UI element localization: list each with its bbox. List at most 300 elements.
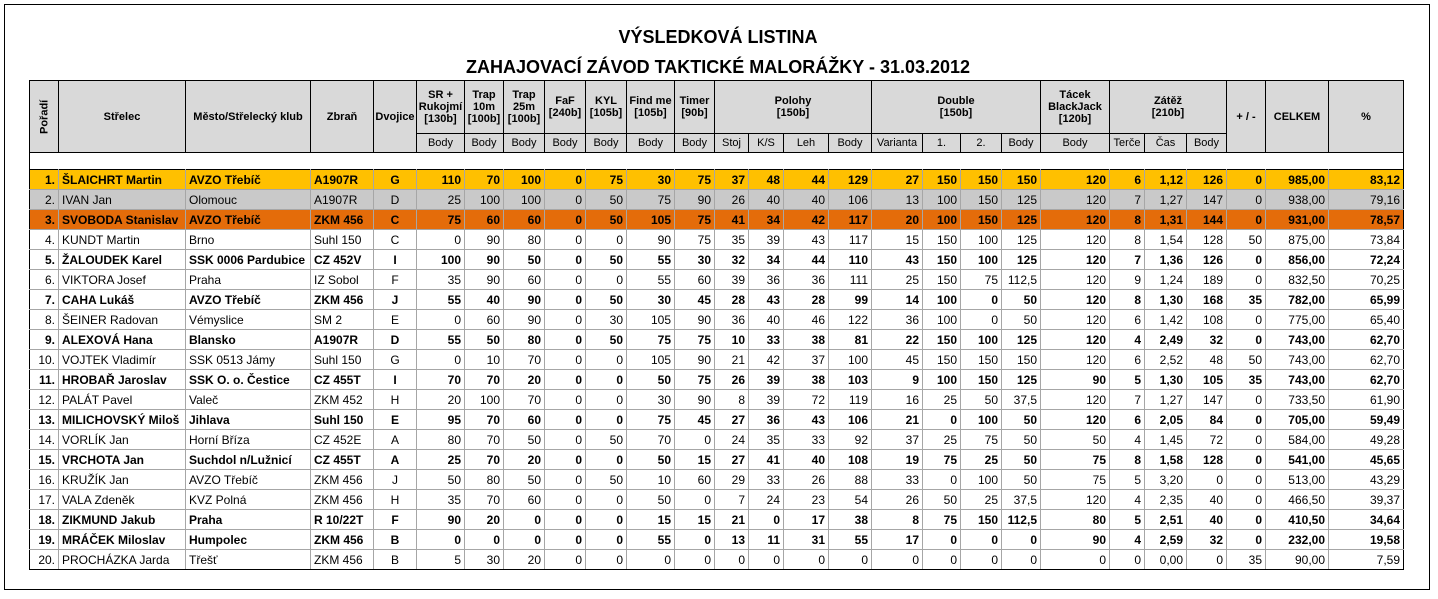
cell-d2: 100 bbox=[961, 470, 1002, 490]
sheet-title: VÝSLEDKOVÁ LISTINA bbox=[618, 27, 818, 47]
cell-name: VRCHOTA Jan bbox=[59, 450, 186, 470]
cell-double: 50 bbox=[1002, 290, 1041, 310]
cell-timer: 45 bbox=[675, 410, 715, 430]
cell-trap25: 90 bbox=[504, 310, 545, 330]
cell-timer: 75 bbox=[675, 330, 715, 350]
cell-cas: 2,52 bbox=[1145, 350, 1187, 370]
cell-trap10: 100 bbox=[465, 190, 504, 210]
cell-timer: 75 bbox=[675, 170, 715, 190]
cell-tacek: 120 bbox=[1041, 250, 1110, 270]
cell-total: 985,00 bbox=[1266, 170, 1329, 190]
cell-total: 90,00 bbox=[1266, 550, 1329, 570]
header-tacek-line3: [120b] bbox=[1058, 113, 1092, 125]
cell-rank: 4. bbox=[30, 230, 59, 250]
cell-total: 938,00 bbox=[1266, 190, 1329, 210]
cell-pair: E bbox=[374, 310, 417, 330]
sub-trap10-body: Body bbox=[465, 134, 504, 153]
cell-d1: 150 bbox=[923, 250, 961, 270]
cell-varianta: 22 bbox=[872, 330, 923, 350]
cell-pair: D bbox=[374, 190, 417, 210]
cell-trap25: 60 bbox=[504, 490, 545, 510]
cell-findme: 55 bbox=[627, 530, 675, 550]
cell-stoj: 35 bbox=[715, 230, 749, 250]
cell-leh: 36 bbox=[784, 270, 829, 290]
cell-varianta: 13 bbox=[872, 190, 923, 210]
cell-kyl: 30 bbox=[586, 310, 627, 330]
header-double-line2: [150b] bbox=[939, 107, 973, 119]
cell-zatez: 32 bbox=[1187, 530, 1227, 550]
cell-polohy: 99 bbox=[829, 290, 872, 310]
cell-name: MRÁČEK Miloslav bbox=[59, 530, 186, 550]
cell-pct: 45,65 bbox=[1329, 450, 1404, 470]
cell-ks: 35 bbox=[749, 430, 784, 450]
cell-kyl: 50 bbox=[586, 290, 627, 310]
cell-trap25: 60 bbox=[504, 270, 545, 290]
cell-name: VORLÍK Jan bbox=[59, 430, 186, 450]
cell-d1: 150 bbox=[923, 330, 961, 350]
header-trap25 bbox=[504, 81, 545, 134]
cell-sr: 70 bbox=[417, 370, 465, 390]
cell-double: 0 bbox=[1002, 530, 1041, 550]
cell-club: SSK 0513 Jámy bbox=[186, 350, 311, 370]
cell-findme: 50 bbox=[627, 450, 675, 470]
cell-total: 232,00 bbox=[1266, 530, 1329, 550]
table-row bbox=[30, 330, 1404, 350]
cell-rank: 12. bbox=[30, 390, 59, 410]
cell-trap10: 70 bbox=[465, 490, 504, 510]
cell-varianta: 33 bbox=[872, 470, 923, 490]
cell-faf: 0 bbox=[545, 530, 586, 550]
cell-club: SSK 0006 Pardubice bbox=[186, 250, 311, 270]
cell-pct: 83,12 bbox=[1329, 170, 1404, 190]
cell-double: 125 bbox=[1002, 330, 1041, 350]
cell-trap10: 70 bbox=[465, 450, 504, 470]
cell-tacek: 120 bbox=[1041, 390, 1110, 410]
sub-double-1: 1. bbox=[923, 134, 961, 153]
cell-sr: 110 bbox=[417, 170, 465, 190]
cell-trap10: 90 bbox=[465, 250, 504, 270]
cell-polohy: 81 bbox=[829, 330, 872, 350]
cell-name: PROCHÁZKA Jarda bbox=[59, 550, 186, 570]
cell-leh: 31 bbox=[784, 530, 829, 550]
cell-double: 50 bbox=[1002, 410, 1041, 430]
cell-rank: 3. bbox=[30, 210, 59, 230]
header-trap10-line3: [100b] bbox=[467, 113, 501, 125]
cell-weapon: CZ 452E bbox=[311, 430, 374, 450]
cell-pm: 0 bbox=[1227, 270, 1266, 290]
header-sr-line1: SR + bbox=[428, 89, 453, 101]
cell-zatez: 40 bbox=[1187, 490, 1227, 510]
cell-d2: 75 bbox=[961, 430, 1002, 450]
cell-trap25: 0 bbox=[504, 510, 545, 530]
cell-club: AVZO Třebíč bbox=[186, 470, 311, 490]
cell-d2: 150 bbox=[961, 210, 1002, 230]
cell-leh: 40 bbox=[784, 450, 829, 470]
cell-pair: C bbox=[374, 230, 417, 250]
cell-rank: 8. bbox=[30, 310, 59, 330]
sub-zatez-body: Body bbox=[1187, 134, 1227, 153]
cell-trap10: 50 bbox=[465, 330, 504, 350]
cell-trap25: 100 bbox=[504, 190, 545, 210]
cell-d2: 25 bbox=[961, 450, 1002, 470]
cell-timer: 90 bbox=[675, 310, 715, 330]
cell-pm: 0 bbox=[1227, 330, 1266, 350]
cell-name: KUNDT Martin bbox=[59, 230, 186, 250]
cell-polohy: 103 bbox=[829, 370, 872, 390]
cell-d1: 100 bbox=[923, 310, 961, 330]
cell-faf: 0 bbox=[545, 410, 586, 430]
table-row bbox=[30, 210, 1404, 230]
cell-zatez: 108 bbox=[1187, 310, 1227, 330]
cell-total: 733,50 bbox=[1266, 390, 1329, 410]
cell-rank: 11. bbox=[30, 370, 59, 390]
cell-leh: 43 bbox=[784, 410, 829, 430]
table-row bbox=[30, 550, 1404, 570]
cell-leh: 33 bbox=[784, 430, 829, 450]
header-faf bbox=[545, 81, 586, 134]
cell-stoj: 26 bbox=[715, 190, 749, 210]
cell-pct: 62,70 bbox=[1329, 330, 1404, 350]
cell-stoj: 28 bbox=[715, 290, 749, 310]
sub-kyl-body: Body bbox=[586, 134, 627, 153]
cell-varianta: 8 bbox=[872, 510, 923, 530]
cell-sr: 0 bbox=[417, 230, 465, 250]
cell-d1: 50 bbox=[923, 490, 961, 510]
cell-timer: 45 bbox=[675, 290, 715, 310]
cell-polohy: 111 bbox=[829, 270, 872, 290]
cell-d2: 100 bbox=[961, 230, 1002, 250]
cell-sr: 55 bbox=[417, 330, 465, 350]
cell-pair: E bbox=[374, 410, 417, 430]
cell-terce: 8 bbox=[1110, 290, 1145, 310]
cell-d1: 0 bbox=[923, 410, 961, 430]
cell-total: 705,00 bbox=[1266, 410, 1329, 430]
cell-weapon: Suhl 150 bbox=[311, 410, 374, 430]
cell-polohy: 122 bbox=[829, 310, 872, 330]
cell-stoj: 8 bbox=[715, 390, 749, 410]
cell-d1: 100 bbox=[923, 210, 961, 230]
cell-timer: 75 bbox=[675, 210, 715, 230]
cell-trap10: 90 bbox=[465, 230, 504, 250]
cell-tacek: 75 bbox=[1041, 470, 1110, 490]
cell-terce: 7 bbox=[1110, 250, 1145, 270]
cell-d2: 150 bbox=[961, 350, 1002, 370]
cell-trap25: 20 bbox=[504, 450, 545, 470]
cell-kyl: 0 bbox=[586, 350, 627, 370]
cell-d1: 150 bbox=[923, 270, 961, 290]
sub-cas: Čas bbox=[1145, 134, 1187, 153]
table-row bbox=[30, 230, 1404, 250]
sub-leh: Leh bbox=[784, 134, 829, 153]
cell-sr: 35 bbox=[417, 270, 465, 290]
cell-weapon: ZKM 456 bbox=[311, 530, 374, 550]
cell-pair: D bbox=[374, 330, 417, 350]
cell-faf: 0 bbox=[545, 330, 586, 350]
cell-pct: 78,57 bbox=[1329, 210, 1404, 230]
cell-sr: 55 bbox=[417, 290, 465, 310]
cell-d2: 150 bbox=[961, 510, 1002, 530]
cell-terce: 7 bbox=[1110, 390, 1145, 410]
cell-d2: 75 bbox=[961, 270, 1002, 290]
cell-tacek: 120 bbox=[1041, 330, 1110, 350]
cell-d2: 0 bbox=[961, 550, 1002, 570]
cell-weapon: CZ 452V bbox=[311, 250, 374, 270]
cell-faf: 0 bbox=[545, 350, 586, 370]
cell-faf: 0 bbox=[545, 450, 586, 470]
header-zatez-line2: [210b] bbox=[1151, 107, 1185, 119]
header-double bbox=[872, 81, 1041, 134]
cell-stoj: 29 bbox=[715, 470, 749, 490]
header-weapon: Zbraň bbox=[311, 81, 374, 153]
cell-name: ŽALOUDEK Karel bbox=[59, 250, 186, 270]
cell-club: Vémyslice bbox=[186, 310, 311, 330]
cell-varianta: 0 bbox=[872, 550, 923, 570]
cell-findme: 50 bbox=[627, 370, 675, 390]
cell-pm: 0 bbox=[1227, 470, 1266, 490]
sub-faf-body: Body bbox=[545, 134, 586, 153]
cell-findme: 15 bbox=[627, 510, 675, 530]
cell-leh: 23 bbox=[784, 490, 829, 510]
cell-tacek: 120 bbox=[1041, 230, 1110, 250]
cell-trap25: 100 bbox=[504, 170, 545, 190]
cell-pair: H bbox=[374, 490, 417, 510]
cell-sr: 100 bbox=[417, 250, 465, 270]
cell-faf: 0 bbox=[545, 430, 586, 450]
cell-d2: 100 bbox=[961, 250, 1002, 270]
table-row bbox=[30, 530, 1404, 550]
cell-rank: 6. bbox=[30, 270, 59, 290]
cell-sr: 0 bbox=[417, 530, 465, 550]
cell-name: KRUŽÍK Jan bbox=[59, 470, 186, 490]
cell-pm: 50 bbox=[1227, 350, 1266, 370]
cell-kyl: 0 bbox=[586, 550, 627, 570]
cell-d2: 0 bbox=[961, 310, 1002, 330]
cell-terce: 8 bbox=[1110, 230, 1145, 250]
cell-cas: 1,36 bbox=[1145, 250, 1187, 270]
cell-polohy: 119 bbox=[829, 390, 872, 410]
results-table bbox=[29, 80, 1404, 570]
cell-polohy: 54 bbox=[829, 490, 872, 510]
cell-trap10: 30 bbox=[465, 550, 504, 570]
cell-double: 125 bbox=[1002, 370, 1041, 390]
cell-d1: 0 bbox=[923, 470, 961, 490]
cell-cas: 2,51 bbox=[1145, 510, 1187, 530]
cell-zatez: 126 bbox=[1187, 170, 1227, 190]
cell-faf: 0 bbox=[545, 550, 586, 570]
cell-double: 150 bbox=[1002, 350, 1041, 370]
cell-trap25: 70 bbox=[504, 390, 545, 410]
cell-pct: 65,99 bbox=[1329, 290, 1404, 310]
cell-polohy: 129 bbox=[829, 170, 872, 190]
cell-findme: 55 bbox=[627, 250, 675, 270]
cell-stoj: 7 bbox=[715, 490, 749, 510]
cell-tacek: 120 bbox=[1041, 210, 1110, 230]
cell-tacek: 90 bbox=[1041, 370, 1110, 390]
cell-trap10: 0 bbox=[465, 530, 504, 550]
cell-kyl: 50 bbox=[586, 190, 627, 210]
sub-ks: K/S bbox=[749, 134, 784, 153]
cell-polohy: 100 bbox=[829, 350, 872, 370]
table-row bbox=[30, 510, 1404, 530]
cell-double: 50 bbox=[1002, 310, 1041, 330]
cell-d1: 150 bbox=[923, 350, 961, 370]
cell-pm: 0 bbox=[1227, 210, 1266, 230]
header-sr-line2: Rukojmí bbox=[418, 101, 463, 113]
header-total: CELKEM bbox=[1266, 81, 1329, 153]
header-faf-line1: FaF bbox=[555, 95, 575, 107]
cell-double: 112,5 bbox=[1002, 270, 1041, 290]
cell-zatez: 147 bbox=[1187, 190, 1227, 210]
cell-leh: 46 bbox=[784, 310, 829, 330]
cell-stoj: 41 bbox=[715, 210, 749, 230]
cell-weapon: Suhl 150 bbox=[311, 350, 374, 370]
cell-cas: 1,42 bbox=[1145, 310, 1187, 330]
table-row bbox=[30, 390, 1404, 410]
cell-club: Praha bbox=[186, 270, 311, 290]
cell-ks: 0 bbox=[749, 510, 784, 530]
cell-timer: 75 bbox=[675, 230, 715, 250]
cell-leh: 44 bbox=[784, 170, 829, 190]
cell-findme: 30 bbox=[627, 170, 675, 190]
header-trap10-line1: Trap bbox=[472, 89, 496, 101]
cell-trap25: 60 bbox=[504, 410, 545, 430]
cell-timer: 90 bbox=[675, 390, 715, 410]
cell-pct: 79,16 bbox=[1329, 190, 1404, 210]
cell-polohy: 110 bbox=[829, 250, 872, 270]
cell-ks: 33 bbox=[749, 330, 784, 350]
cell-double: 37,5 bbox=[1002, 490, 1041, 510]
cell-club: Valeč bbox=[186, 390, 311, 410]
cell-polohy: 108 bbox=[829, 450, 872, 470]
cell-tacek: 90 bbox=[1041, 530, 1110, 550]
cell-trap25: 90 bbox=[504, 290, 545, 310]
cell-polohy: 88 bbox=[829, 470, 872, 490]
cell-varianta: 17 bbox=[872, 530, 923, 550]
cell-trap25: 80 bbox=[504, 230, 545, 250]
cell-name: ŠLAICHRT Martin bbox=[59, 170, 186, 190]
cell-trap10: 20 bbox=[465, 510, 504, 530]
cell-faf: 0 bbox=[545, 270, 586, 290]
cell-rank: 18. bbox=[30, 510, 59, 530]
cell-zatez: 128 bbox=[1187, 230, 1227, 250]
cell-weapon: Suhl 150 bbox=[311, 230, 374, 250]
cell-double: 50 bbox=[1002, 450, 1041, 470]
cell-sr: 75 bbox=[417, 210, 465, 230]
cell-terce: 8 bbox=[1110, 210, 1145, 230]
cell-total: 410,50 bbox=[1266, 510, 1329, 530]
cell-cas: 1,27 bbox=[1145, 390, 1187, 410]
cell-ks: 33 bbox=[749, 470, 784, 490]
cell-club: AVZO Třebíč bbox=[186, 210, 311, 230]
cell-terce: 8 bbox=[1110, 450, 1145, 470]
cell-double: 150 bbox=[1002, 170, 1041, 190]
cell-terce: 6 bbox=[1110, 350, 1145, 370]
cell-terce: 4 bbox=[1110, 530, 1145, 550]
cell-trap25: 50 bbox=[504, 470, 545, 490]
cell-trap10: 90 bbox=[465, 270, 504, 290]
cell-stoj: 10 bbox=[715, 330, 749, 350]
cell-pair: B bbox=[374, 530, 417, 550]
cell-sr: 90 bbox=[417, 510, 465, 530]
cell-cas: 1,30 bbox=[1145, 370, 1187, 390]
cell-d2: 25 bbox=[961, 490, 1002, 510]
cell-stoj: 0 bbox=[715, 550, 749, 570]
cell-name: VOJTEK Vladimír bbox=[59, 350, 186, 370]
cell-stoj: 37 bbox=[715, 170, 749, 190]
cell-club: Horní Bříza bbox=[186, 430, 311, 450]
cell-total: 875,00 bbox=[1266, 230, 1329, 250]
cell-faf: 0 bbox=[545, 390, 586, 410]
header-zatez-line1: Zátěž bbox=[1153, 95, 1183, 107]
cell-ks: 40 bbox=[749, 310, 784, 330]
cell-findme: 105 bbox=[627, 310, 675, 330]
cell-d1: 25 bbox=[923, 430, 961, 450]
cell-ks: 34 bbox=[749, 210, 784, 230]
cell-cas: 1,30 bbox=[1145, 290, 1187, 310]
header-rank: Pořadí bbox=[30, 81, 59, 153]
table-row bbox=[30, 430, 1404, 450]
cell-tacek: 120 bbox=[1041, 290, 1110, 310]
cell-name: ŠEINER Radovan bbox=[59, 310, 186, 330]
sub-trap25-body: Body bbox=[504, 134, 545, 153]
cell-pm: 0 bbox=[1227, 310, 1266, 330]
cell-weapon: SM 2 bbox=[311, 310, 374, 330]
sub-terce: Terče bbox=[1110, 134, 1145, 153]
cell-rank: 13. bbox=[30, 410, 59, 430]
cell-pct: 7,59 bbox=[1329, 550, 1404, 570]
sub-double-2: 2. bbox=[961, 134, 1002, 153]
cell-club: AVZO Třebíč bbox=[186, 170, 311, 190]
cell-rank: 7. bbox=[30, 290, 59, 310]
header-kyl-line2: [105b] bbox=[589, 107, 623, 119]
sub-sr-body: Body bbox=[417, 134, 465, 153]
header-findme-line2: [105b] bbox=[634, 107, 667, 119]
cell-club: Třešť bbox=[186, 550, 311, 570]
cell-pair: I bbox=[374, 250, 417, 270]
cell-terce: 5 bbox=[1110, 370, 1145, 390]
cell-trap10: 80 bbox=[465, 470, 504, 490]
cell-weapon: ZKM 456 bbox=[311, 550, 374, 570]
cell-pm: 0 bbox=[1227, 410, 1266, 430]
sub-double-body: Body bbox=[1002, 134, 1041, 153]
cell-sr: 5 bbox=[417, 550, 465, 570]
cell-d2: 150 bbox=[961, 190, 1002, 210]
cell-sr: 25 bbox=[417, 450, 465, 470]
cell-pct: 39,37 bbox=[1329, 490, 1404, 510]
cell-ks: 39 bbox=[749, 230, 784, 250]
cell-rank: 10. bbox=[30, 350, 59, 370]
cell-timer: 0 bbox=[675, 550, 715, 570]
cell-polohy: 92 bbox=[829, 430, 872, 450]
cell-d1: 100 bbox=[923, 370, 961, 390]
header-trap25-line1: Trap bbox=[512, 89, 536, 101]
cell-varianta: 15 bbox=[872, 230, 923, 250]
cell-weapon: ZKM 452 bbox=[311, 390, 374, 410]
sheet-subtitle: ZAHAJOVACÍ ZÁVOD TAKTICKÉ MALORÁŽKY - 31.03.2012 bbox=[465, 57, 971, 77]
cell-trap25: 50 bbox=[504, 430, 545, 450]
cell-leh: 17 bbox=[784, 510, 829, 530]
header-zatez bbox=[1110, 81, 1227, 134]
cell-ks: 11 bbox=[749, 530, 784, 550]
cell-zatez: 32 bbox=[1187, 330, 1227, 350]
cell-varianta: 36 bbox=[872, 310, 923, 330]
cell-leh: 72 bbox=[784, 390, 829, 410]
cell-tacek: 80 bbox=[1041, 510, 1110, 530]
cell-d1: 0 bbox=[923, 550, 961, 570]
cell-sr: 0 bbox=[417, 350, 465, 370]
cell-tacek: 120 bbox=[1041, 410, 1110, 430]
cell-d1: 150 bbox=[923, 230, 961, 250]
